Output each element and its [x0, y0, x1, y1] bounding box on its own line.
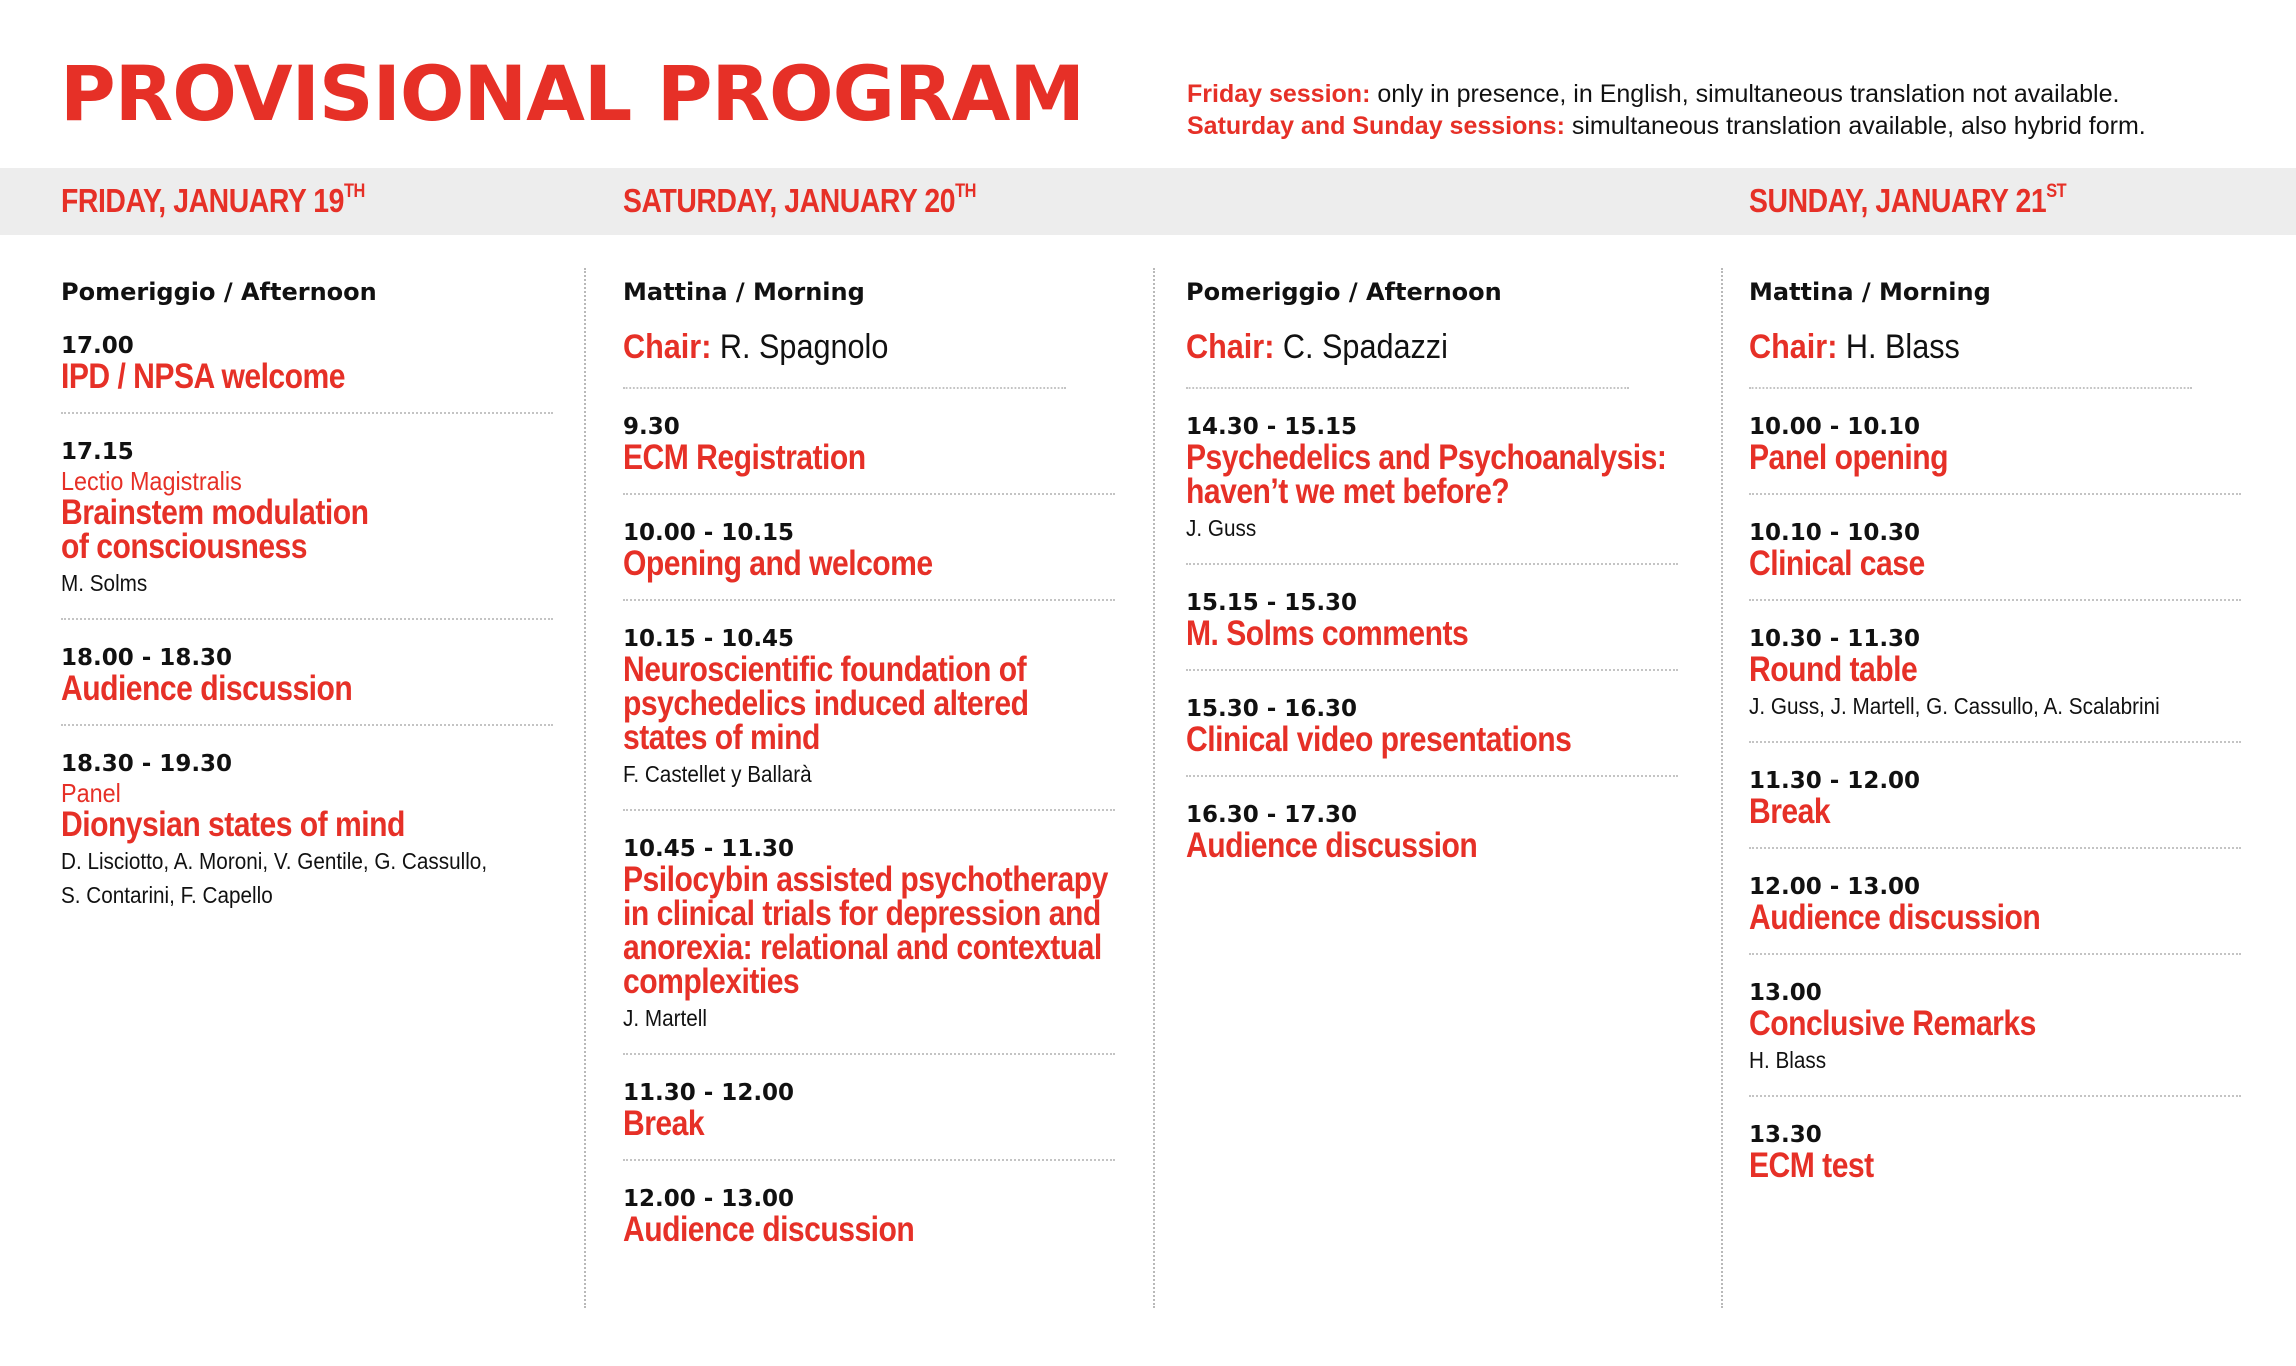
item-title-line: Conclusive Remarks	[1749, 1004, 2036, 1043]
item-time: 15.15 - 15.30	[1186, 590, 1358, 616]
note-text: simultaneous translation available, also hybrid form.	[1564, 112, 2146, 140]
program-item	[1749, 979, 2241, 1097]
column-divider	[1721, 268, 1723, 1308]
item-title-line: Panel opening	[1749, 438, 1948, 477]
item-title-line: psychedelics induced altered	[623, 684, 1029, 723]
day-suffix: ST	[2046, 181, 2067, 202]
item-title	[623, 438, 1114, 477]
program-item	[1186, 413, 1678, 565]
item-title-line: Audience discussion	[623, 1210, 915, 1249]
item-title-line: Clinical video presentations	[1186, 720, 1572, 759]
item-title	[1186, 438, 1677, 511]
item-speakers	[61, 566, 552, 600]
note-weekend	[1187, 110, 2146, 142]
program-item	[61, 750, 553, 930]
item-title	[1749, 898, 2240, 937]
item-title	[623, 544, 1114, 583]
program-item	[623, 1185, 1115, 1265]
program-item	[1749, 625, 2241, 743]
item-title	[61, 669, 552, 708]
item-title-line: Opening and welcome	[623, 544, 933, 583]
day-header-friday	[61, 181, 365, 219]
item-title-line: Audience discussion	[1749, 898, 2041, 937]
item-time: 11.30 - 12.00	[623, 1080, 795, 1106]
item-title	[1749, 1004, 2240, 1043]
item-time: 18.30 - 19.30	[61, 751, 233, 777]
item-time: 18.00 - 18.30	[61, 645, 233, 671]
program-item	[1186, 801, 1678, 881]
item-speakers	[1749, 689, 2240, 723]
item-title	[623, 650, 1114, 757]
item-title	[1749, 650, 2240, 689]
chair-line	[623, 328, 1066, 389]
item-speakers-line: F. Castellet y Ballarà	[623, 761, 812, 787]
column-divider	[1153, 268, 1155, 1308]
item-title-line: Dionysian states of mind	[61, 805, 405, 844]
item-title-line: Break	[623, 1104, 705, 1143]
day-label: SATURDAY, JANUARY 20	[623, 182, 956, 219]
day-suffix: TH	[343, 181, 365, 202]
program-item	[623, 625, 1115, 811]
saturday-afternoon-column	[1186, 278, 1678, 905]
item-time: 14.30 - 15.15	[1186, 414, 1358, 440]
program-item	[1749, 873, 2241, 955]
item-time: 10.00 - 10.10	[1749, 414, 1921, 440]
program-item	[623, 835, 1115, 1055]
section-label: Mattina / Morning	[1749, 278, 1991, 306]
chair-name: C. Spadazzi	[1274, 328, 1448, 366]
item-title-line: Psilocybin assisted psychotherapy	[623, 860, 1108, 899]
item-speakers-line: J. Guss, J. Martell, G. Cassullo, A. Scalabrini	[1749, 693, 2160, 719]
item-title-line: states of mind	[623, 718, 820, 757]
chair-label: Chair:	[1749, 328, 1838, 366]
item-title-line: haven’t we met before?	[1186, 472, 1510, 511]
item-speakers	[61, 844, 552, 912]
item-subtitle: Lectio Magistralis	[61, 466, 242, 496]
item-title	[623, 1104, 1114, 1143]
item-title-line: ECM Registration	[623, 438, 866, 477]
item-speakers-line: M. Solms	[61, 570, 148, 596]
item-title	[1186, 720, 1677, 759]
item-title-line: in clinical trials for depression and	[623, 894, 1101, 933]
item-time: 13.30	[1749, 1122, 1822, 1148]
item-speakers-line: D. Lisciotto, A. Moroni, V. Gentile, G. Cassullo,	[61, 848, 488, 874]
program-item	[61, 332, 553, 414]
item-time: 16.30 - 17.30	[1186, 802, 1358, 828]
page-title: PROVISIONAL PROGRAM	[60, 49, 1084, 138]
item-title-line: Clinical case	[1749, 544, 1925, 583]
section-label: Pomeriggio / Afternoon	[61, 278, 377, 306]
chair-name: R. Spagnolo	[711, 328, 889, 366]
item-title	[1749, 438, 2240, 477]
item-speakers	[1749, 1043, 2240, 1077]
item-title-line: Audience discussion	[1186, 826, 1478, 865]
program-item	[61, 438, 553, 620]
note-text: only in presence, in English, simultaneous translation not available.	[1370, 80, 2120, 108]
item-time: 13.00	[1749, 980, 1822, 1006]
item-title-line: ECM test	[1749, 1146, 1874, 1185]
day-label: SUNDAY, JANUARY 21	[1749, 182, 2047, 219]
program-item	[1186, 589, 1678, 671]
item-title-line: complexities	[623, 962, 800, 1001]
item-time: 12.00 - 13.00	[623, 1186, 795, 1212]
day-label: FRIDAY, JANUARY 19	[61, 182, 344, 219]
item-time: 10.15 - 10.45	[623, 626, 795, 652]
item-title-line: Round table	[1749, 650, 1918, 689]
item-time: 15.30 - 16.30	[1186, 696, 1358, 722]
item-title-line: Brainstem modulation	[61, 493, 369, 532]
item-title-line: anorexia: relational and contextual	[623, 928, 1102, 967]
item-title	[1749, 544, 2240, 583]
item-title-line: IPD / NPSA welcome	[61, 357, 346, 396]
item-title	[61, 357, 552, 396]
chair-label: Chair:	[623, 328, 712, 366]
item-time: 17.00	[61, 333, 134, 359]
program-item	[1749, 1121, 2241, 1201]
section-label: Pomeriggio / Afternoon	[1186, 278, 1502, 306]
day-suffix: TH	[955, 181, 976, 202]
note-key: Friday session:	[1187, 80, 1371, 108]
item-title-line: Psychedelics and Psychoanalysis:	[1186, 438, 1667, 477]
item-title	[623, 1210, 1114, 1249]
item-title	[1749, 1146, 2240, 1185]
program-item	[1749, 767, 2241, 849]
program-item	[623, 519, 1115, 601]
item-title	[61, 493, 552, 566]
day-header-sunday	[1749, 181, 2067, 219]
item-speakers	[623, 1001, 1114, 1035]
session-notes	[1187, 78, 2146, 142]
item-time: 11.30 - 12.00	[1749, 768, 1921, 794]
item-title	[1749, 792, 2240, 831]
item-time: 10.45 - 11.30	[623, 836, 795, 862]
program-item	[623, 413, 1115, 495]
item-title	[1186, 826, 1677, 865]
item-speakers	[623, 757, 1114, 791]
item-title-line: Neuroscientific foundation of	[623, 650, 1027, 689]
item-time: 10.00 - 10.15	[623, 520, 795, 546]
item-title	[1186, 614, 1677, 653]
note-friday	[1187, 78, 2146, 110]
item-speakers-line: S. Contarini, F. Capello	[61, 882, 273, 908]
item-title-line: M. Solms comments	[1186, 614, 1469, 653]
item-time: 9.30	[623, 414, 680, 440]
program-item	[623, 1079, 1115, 1161]
item-subtitle: Panel	[61, 778, 121, 808]
item-time: 12.00 - 13.00	[1749, 874, 1921, 900]
chair-line	[1749, 328, 2192, 389]
friday-afternoon-column	[61, 278, 553, 954]
sunday-morning-column	[1749, 278, 2241, 1225]
program-item	[1749, 519, 2241, 601]
column-divider	[584, 268, 586, 1308]
note-key: Saturday and Sunday sessions:	[1187, 112, 1565, 140]
item-speakers	[1186, 511, 1677, 545]
program-item	[1186, 695, 1678, 777]
item-title-line: Break	[1749, 792, 1831, 831]
program-item	[61, 644, 553, 726]
item-title-line: of consciousness	[61, 527, 308, 566]
item-speakers-line: J. Martell	[623, 1005, 707, 1031]
chair-label: Chair:	[1186, 328, 1275, 366]
item-time: 10.30 - 11.30	[1749, 626, 1921, 652]
item-title	[623, 860, 1114, 1001]
item-speakers-line: J. Guss	[1186, 515, 1257, 541]
item-time: 10.10 - 10.30	[1749, 520, 1921, 546]
item-title	[61, 805, 552, 844]
item-time: 17.15	[61, 439, 134, 465]
chair-name: H. Blass	[1837, 328, 1960, 366]
day-header-saturday	[623, 181, 976, 219]
program-item	[1749, 413, 2241, 495]
chair-line	[1186, 328, 1629, 389]
item-title-line: Audience discussion	[61, 669, 353, 708]
section-label: Mattina / Morning	[623, 278, 865, 306]
item-speakers-line: H. Blass	[1749, 1047, 1827, 1073]
saturday-morning-column	[623, 278, 1115, 1289]
